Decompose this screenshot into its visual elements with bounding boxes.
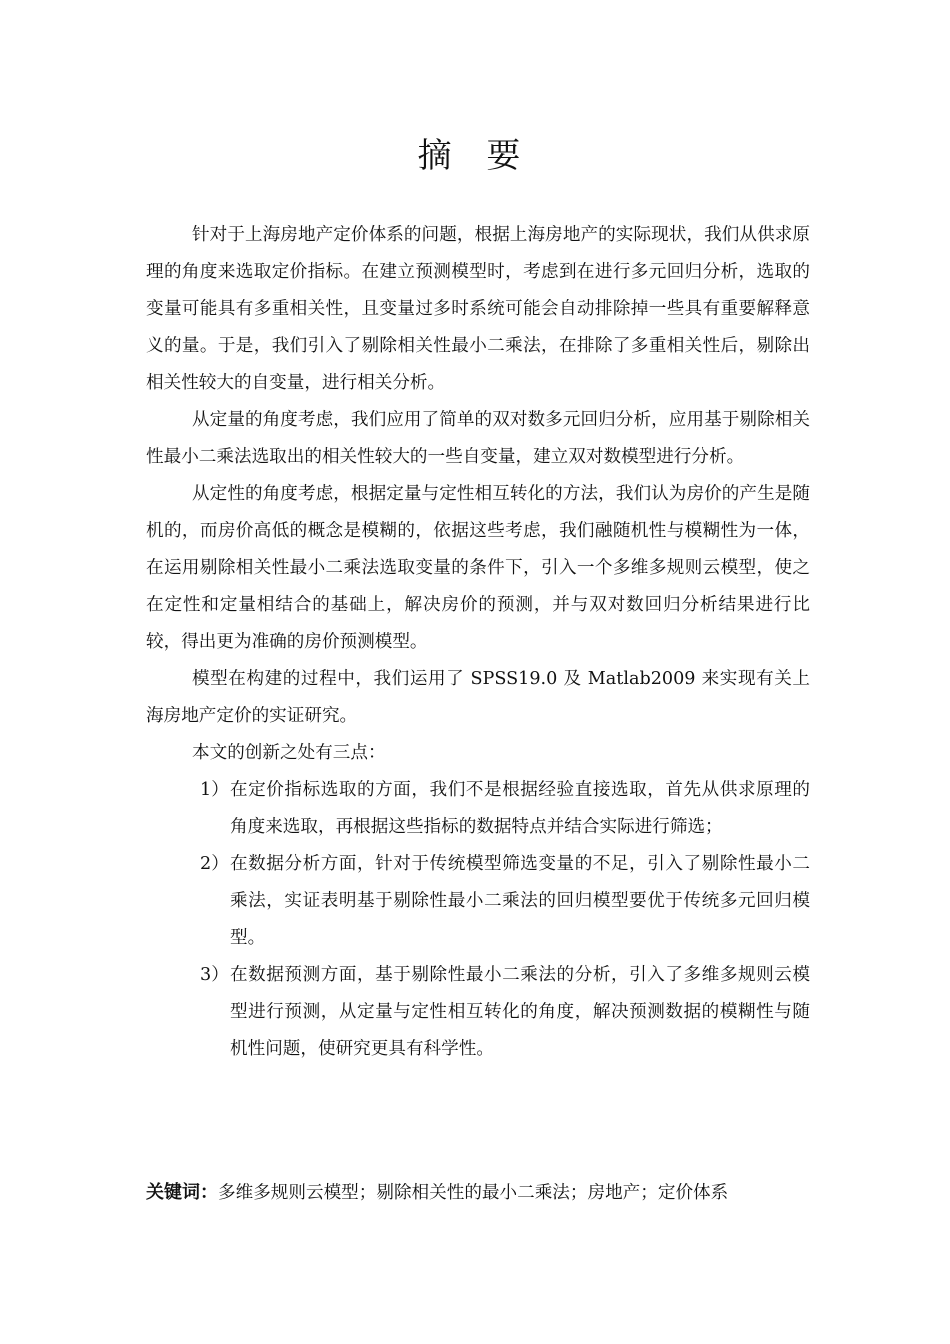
innovation-text: 在数据预测方面，基于剔除性最小二乘法的分析，引入了多维多规则云模型进行预测，从定量与定性相互转化的角度，解决预测数据的模糊性与随机性问题，使研究更具有科学性。	[230, 965, 810, 1059]
innovation-item	[146, 772, 810, 846]
innovation-item	[146, 957, 810, 1068]
innovation-item	[146, 846, 810, 957]
keywords-text: 多维多规则云模型；剔除相关性的最小二乘法；房地产；定价体系	[218, 1183, 729, 1203]
abstract-paragraph: 从定量的角度考虑，我们应用了简单的双对数多元回归分析，应用基于剔除相关性最小二乘法选取出的相关性较大的一些自变量，建立双对数模型进行分析。	[146, 410, 810, 467]
abstract-body	[146, 217, 810, 1068]
abstract-paragraph: 从定性的角度考虑，根据定量与定性相互转化的方法，我们认为房价的产生是随机的，而房价高低的概念是模糊的，依据这些考虑，我们融随机性与模糊性为一体，在运用剔除相关性最小二乘法选取变量的条件下，引入一个多维多规则云模型，使之在定性和定量相结合的基础上，解决房价的预测，并与双对数回归分析结果进行比较，得出更为准确的房价预测模型。	[146, 484, 810, 652]
abstract-paragraph: 针对于上海房地产定价体系的问题，根据上海房地产的实际现状，我们从供求原理的角度来选取定价指标。在建立预测模型时，考虑到在进行多元回归分析，选取的变量可能具有多重相关性，且变量过多时系统可能会自动排除掉一些具有重要解释意义的量。于是，我们引入了剔除相关性最小二乘法，在排除了多重相关性后，剔除出相关性较大的自变量，进行相关分析。	[146, 225, 810, 393]
innovations-intro: 本文的创新之处有三点：	[192, 743, 386, 763]
innovation-number: 1）	[200, 780, 229, 800]
innovation-number: 2）	[200, 854, 229, 874]
innovation-text: 在定价指标选取的方面，我们不是根据经验直接选取，首先从供求原理的角度来选取，再根据这些指标的数据特点并结合实际进行筛选；	[230, 780, 810, 837]
abstract-paragraph: 模型在构建的过程中，我们运用了 SPSS19.0 及 Matlab2009 来实现有关上海房地产定价的实证研究。	[146, 669, 810, 726]
keywords-line	[146, 1178, 826, 1208]
innovation-text: 在数据分析方面，针对于传统模型筛选变量的不足，引入了剔除性最小二乘法，实证表明基于剔除性最小二乘法的回归模型要优于传统多元回归模型。	[230, 854, 810, 948]
keywords-label: 关键词：	[146, 1182, 218, 1203]
abstract-title: 摘 要	[417, 136, 533, 176]
innovation-number: 3）	[200, 965, 229, 985]
